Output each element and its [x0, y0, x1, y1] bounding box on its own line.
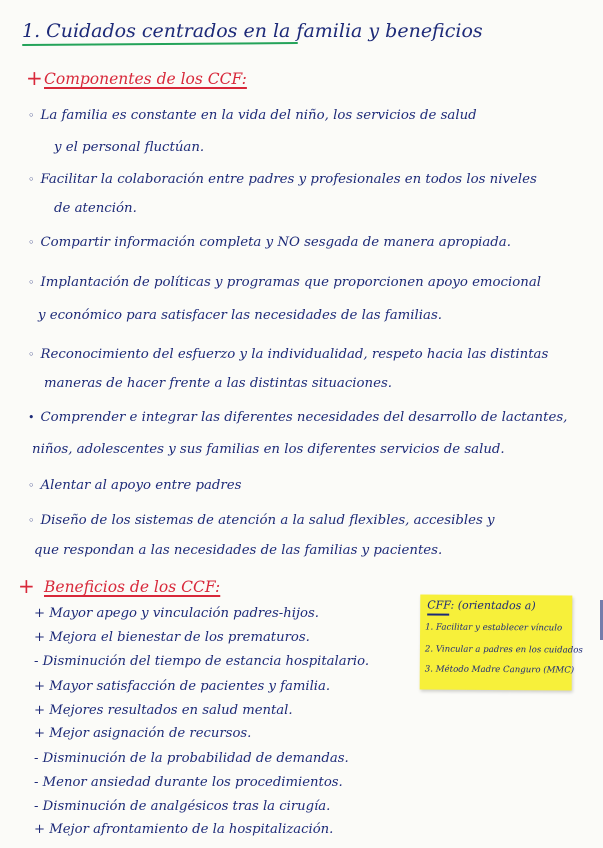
bullet-icon: ◦ [28, 479, 35, 492]
component-line: maneras de hacer frente a las distintas situaciones. [44, 376, 393, 391]
component-line: ◦ Reconocimiento del esfuerzo y la individualidad, respeto hacia las distintas [28, 347, 549, 362]
component-line: ◦ Compartir información completa y NO sesgada de manera apropiada. [28, 235, 511, 250]
benefit-item: + Mayor satisfacción de pacientes y familia. [34, 679, 331, 694]
benefits-heading: Beneficios de los CCF: [44, 578, 221, 596]
component-line: ◦ La familia es constante en la vida del niño, los servicios de salud [28, 108, 477, 123]
benefit-item: + Mejor afrontamiento de la hospitalización. [34, 822, 334, 837]
component-line: niños, adolescentes y sus familias en los diferentes servicios de salud. [32, 442, 505, 457]
component-line: ◦ Diseño de los sistemas de atención a la salud flexibles, accesibles y [28, 513, 495, 528]
benefit-item: - Disminución de analgésicos tras la cirugía. [34, 799, 331, 814]
component-line: y económico para satisfacer las necesidades de las familias. [38, 308, 442, 323]
component-line: de atención. [54, 201, 137, 216]
benefit-item: - Disminución de la probabilidad de demandas. [34, 751, 349, 766]
sticky-note-item: 3. Método Madre Canguro (MMC) [424, 664, 575, 676]
page-title: 1. Cuidados centrados en la familia y beneficios [22, 20, 483, 42]
bullet-icon: ◦ [28, 173, 35, 186]
sticky-note-underline [427, 614, 449, 616]
bullet-icon: ◦ [28, 109, 35, 122]
component-line: ◦ Facilitar la colaboración entre padres y profesionales en todos los niveles [28, 172, 537, 187]
plus-icon: + [18, 574, 35, 598]
bullet-icon: ◦ [28, 236, 35, 249]
benefit-item: + Mejora el bienestar de los prematuros. [34, 630, 310, 645]
components-heading: Componentes de los CCF: [44, 70, 247, 88]
bullet-icon: ◦ [28, 514, 35, 527]
component-line: ◦ Implantación de políticas y programas que proporcionen apoyo emocional [28, 275, 541, 290]
bullet-icon: • [28, 411, 35, 424]
component-line: que respondan a las necesidades de las familias y pacientes. [34, 543, 443, 558]
sticky-note-item: 1. Facilitar y establecer vínculo [425, 622, 563, 634]
plus-icon: + [26, 66, 43, 90]
benefit-item: + Mejor asignación de recursos. [34, 726, 252, 741]
bullet-icon: ◦ [28, 348, 35, 361]
sticky-note [420, 594, 583, 690]
benefit-item: - Menor ansiedad durante los procedimientos. [34, 775, 343, 790]
title-underline [22, 42, 298, 46]
sticky-note-item: 2. Vincular a padres en los cuidados [424, 644, 583, 656]
benefit-item: + Mejores resultados en salud mental. [34, 703, 293, 718]
sticky-note-title: CFF: (orientados a) [427, 598, 536, 613]
component-line: ◦ Alentar al apoyo entre padres [28, 478, 242, 493]
component-line: y el personal fluctúan. [54, 140, 205, 155]
bullet-icon: ◦ [28, 276, 35, 289]
benefit-item: - Disminución del tiempo de estancia hospitalario. [34, 654, 370, 669]
component-line: • Comprender e integrar las diferentes necesidades del desarrollo de lactantes, [28, 410, 568, 425]
benefit-item: + Mayor apego y vinculación padres-hijos. [34, 606, 319, 621]
